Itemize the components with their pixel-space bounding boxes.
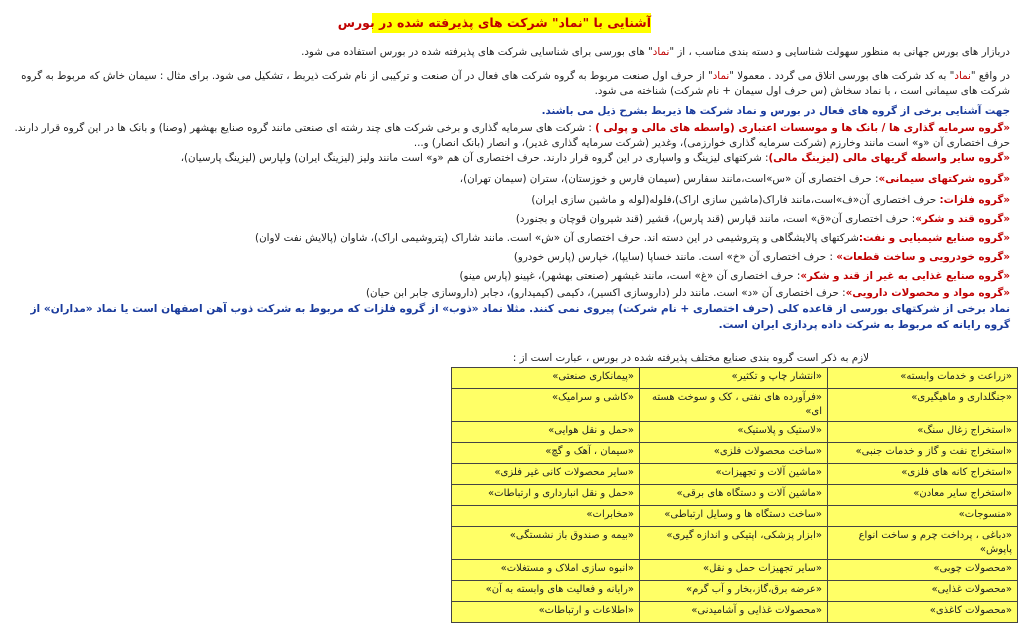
group-item: «گروه خودرویی و ساخت قطعات» : حرف اختصاری آن «خ» است. مانند خساپا (سایپا)، خپارس (پارس خودرو) bbox=[513, 251, 1010, 263]
table-cell: «ماشین آلات و تجهیزات» bbox=[640, 464, 828, 485]
page-title: آشنایی با "نماد" شرکت های پذیرفته شده در بورس bbox=[372, 13, 651, 33]
table-cell: «دباغی ، پرداخت چرم و ساخت انواع پاپوش» bbox=[828, 527, 1018, 560]
table-row bbox=[452, 485, 1018, 506]
table-cell: «عرضه برق،گاز،بخار و آب گرم» bbox=[640, 581, 828, 602]
table-cell: «اطلاعات و ارتباطات» bbox=[452, 602, 640, 623]
table-cell: «ساخت دستگاه ها و وسایل ارتباطی» bbox=[640, 506, 828, 527]
table-cell: «جنگلداری و ماهیگیری» bbox=[828, 389, 1018, 422]
group-item: «گروه سایر واسطه گریهای مالی (لیزینگ مالی): شرکتهای لیزینگ و واسپاری در این گروه قرار دارند. حرف اختصاری آن هم «و» است مانند ولیز (لیزینگ ایران) ولپارس (لیزینگ پارسیان)، bbox=[180, 152, 1010, 164]
table-row bbox=[452, 368, 1018, 389]
table-cell: «استخراج زغال سنگ» bbox=[828, 422, 1018, 443]
table-cell: «انبوه سازی املاک و مستغلات» bbox=[452, 560, 640, 581]
intro-paragraph-2: در واقع "نماد" به کد شرکت های بورسی اتلاق می گردد . معمولا "نماد" از حرف اول صنعت مربوط به گروه شرکت های فعال در آن صنعت و ترکیبی از نام شرکت ذیربط ، تشکیل می شود. برای مثال : سیمان خاش که مربوط به گروه شرکت های سیمانی است ، با نماد سخاش (س حرف اول سیمان + نام شرکت) شناخته می شود. bbox=[21, 70, 1010, 97]
table-cell: «منسوجات» bbox=[828, 506, 1018, 527]
table-cell: «استخراج نفت و گاز و خدمات جنبی» bbox=[828, 443, 1018, 464]
group-item: «گروه قند و شکر»: حرف اختصاری آن«ق» است، مانند قپارس (قند پارس)، قشیر (قند شیروان قوچان و بجنورد) bbox=[515, 213, 1010, 225]
table-cell: «محصولات چوبی» bbox=[828, 560, 1018, 581]
table-cell: «کاشی و سرامیک» bbox=[452, 389, 640, 422]
table-row bbox=[452, 506, 1018, 527]
table-cell: «ابزار پزشکی، اپتیکی و اندازه گیری» bbox=[640, 527, 828, 560]
table-cell: «ماشین آلات و دستگاه های برقی» bbox=[640, 485, 828, 506]
group-item: «گروه صنایع غذایی به غیر از قند و شکر»: حرف اختصاری آن «غ» است، مانند غبشهر (صنعتی بهشهر)، غپینو (پارس مینو) bbox=[459, 270, 1010, 282]
table-row bbox=[452, 527, 1018, 560]
table-cell: «پیمانکاری صنعتی» bbox=[452, 368, 640, 389]
groups-heading: جهت آشنایی برخی از گروه های فعال در بورس و نماد شرکت ها ذیربط بشرح ذیل می باشند. bbox=[541, 105, 1010, 117]
table-cell: «محصولات کاغذی» bbox=[828, 602, 1018, 623]
table-cell: «زراعت و خدمات وابسته» bbox=[828, 368, 1018, 389]
table-cell: «حمل و نقل هوایی» bbox=[452, 422, 640, 443]
table-row bbox=[452, 602, 1018, 623]
table-cell: «استخراج سایر معادن» bbox=[828, 485, 1018, 506]
group-item: «گروه مواد و محصولات دارویی»: حرف اختصاری آن «د» است. مانند دلر (داروسازی اکسیر)، دکیمی (کیمیدارو)، دجابر (داروسازی جابر ابن حیان) bbox=[365, 287, 1010, 299]
table-cell: «ساخت محصولات فلزی» bbox=[640, 443, 828, 464]
table-row bbox=[452, 443, 1018, 464]
table-cell: «حمل و نقل انبارداری و ارتباطات» bbox=[452, 485, 640, 506]
industry-groups-table bbox=[451, 367, 1018, 623]
table-cell: «سیمان ، آهک و گچ» bbox=[452, 443, 640, 464]
table-cell: «سایر محصولات کانی غیر فلزی» bbox=[452, 464, 640, 485]
table-cell: «محصولات غذایی و آشامیدنی» bbox=[640, 602, 828, 623]
table-cell: «سایر تجهیزات حمل و نقل» bbox=[640, 560, 828, 581]
group-item: «گروه شرکتهای سیمانی»: حرف اختصاری آن «س»است،مانند سفارس (سیمان فارس و خوزستان)، ستران (سیمان تهران)، bbox=[459, 173, 1010, 185]
table-row bbox=[452, 560, 1018, 581]
table-cell: «انتشار چاپ و تکثیر» bbox=[640, 368, 828, 389]
group-item: «گروه فلزات: حرف اختصاری آن«ف»است،مانند فاراک(ماشین سازی اراک)،فلوله(لوله و ماشین سازی ایران) bbox=[531, 194, 1010, 206]
table-cell: «محصولات غذایی» bbox=[828, 581, 1018, 602]
table-cell: «لاستیک و پلاستیک» bbox=[640, 422, 828, 443]
table-row bbox=[452, 581, 1018, 602]
table-row bbox=[452, 422, 1018, 443]
group-item: «گروه صنایع شیمیایی و نفت:شرکتهای پالایشگاهی و پتروشیمی در این دسته اند. حرف اختصاری آن «ش» است. مانند شاراک (پتروشیمی اراک)، شاوان (پالایش نفت لاوان) bbox=[255, 232, 1010, 244]
table-cell: «فرآورده های نفتی ، کک و سوخت هسته ای» bbox=[640, 389, 828, 422]
symbol-exception-note: نماد برخی از شرکتهای بورسی از قاعده کلی (حرف اختصاری + نام شرکت) پیروی نمی کنند. مثلا نماد «ذوب» از گروه فلزات که مربوط به شرکت ذوب آهن اصفهان است یا نماد «مداران» از گروه رایانه که مربوط به شرکت داده پردازی ایران است. bbox=[30, 303, 1010, 331]
table-cell: «بیمه و صندوق باز نشستگی» bbox=[452, 527, 640, 560]
industry-table-caption: لازم به ذکر است گروه بندی صنایع مختلف پذیرفته شده در بورس ، عبارت است از : bbox=[512, 352, 869, 364]
table-row bbox=[452, 464, 1018, 485]
table-cell: «مخابرات» bbox=[452, 506, 640, 527]
table-cell: «رایانه و فعالیت های وابسته به آن» bbox=[452, 581, 640, 602]
group-item: «گروه سرمایه گذاری ها / بانک ها و موسسات اعتباری (واسطه های مالی و پولی ) : شرکت های سرمایه گذاری و برخی شرکت های چند رشته ای صنعتی مانند گروه صنایع بهشهر (وصنا) و بانک ها در این گروه قرار دارند. حرف اختصاری آن «و» است مانند وخارزم (شرکت سرمایه گذاری خوارزمی)، وغدیر (شرکت سرمایه گذاری غدیر)، و انصار (بانک انصار) و... bbox=[14, 122, 1010, 149]
table-row bbox=[452, 389, 1018, 422]
intro-paragraph-1: دربازار های بورس جهانی به منظور سهولت شناسایی و دسته بندی مناسب ، از "نماد" های بورسی برای شناسایی شرکت های پذیرفته شده در بورس استفاده می شود. bbox=[301, 46, 1010, 58]
table-cell: «استخراج کانه های فلزی» bbox=[828, 464, 1018, 485]
